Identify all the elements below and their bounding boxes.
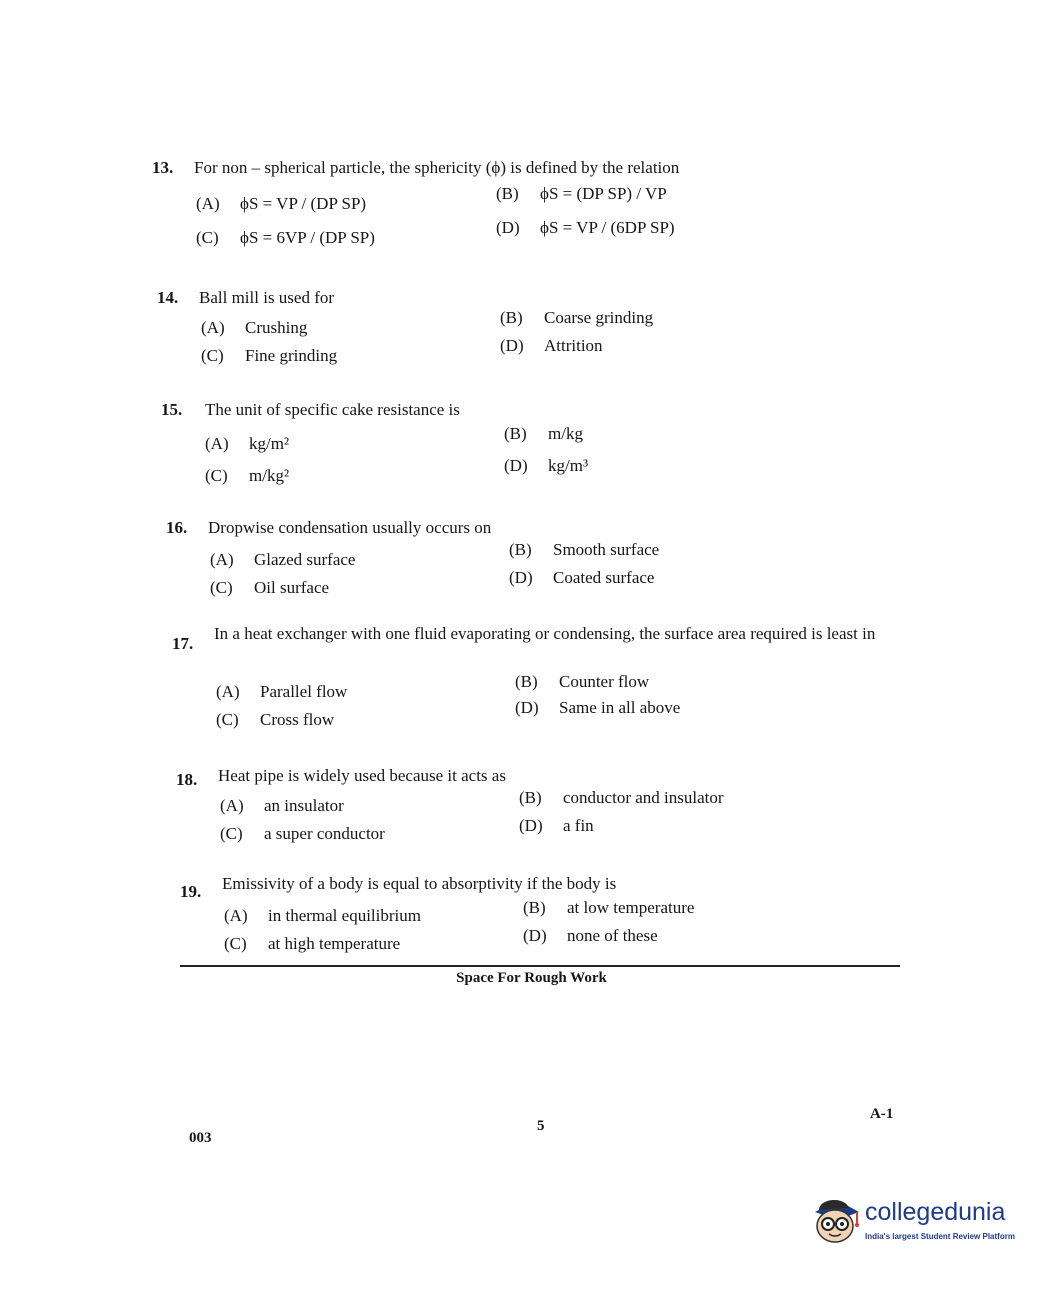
question-15 bbox=[161, 400, 881, 490]
option-b[interactable] bbox=[504, 424, 583, 444]
option-text: ϕS = VP / (DP SP) bbox=[240, 194, 367, 213]
option-label: (D) bbox=[496, 218, 520, 237]
question-number: 16. bbox=[166, 518, 188, 537]
option-text: Crushing bbox=[245, 318, 308, 337]
option-text: an insulator bbox=[264, 796, 344, 815]
option-text: Coarse grinding bbox=[544, 308, 654, 327]
option-text: Glazed surface bbox=[254, 550, 356, 569]
question-text: In a heat exchanger with one fluid evaporating or condensing, the surface area required is least in bbox=[214, 624, 876, 643]
question-number: 19. bbox=[180, 882, 202, 901]
option-label: (A) bbox=[205, 434, 229, 453]
question-16 bbox=[166, 518, 886, 608]
option-d[interactable] bbox=[509, 568, 654, 588]
option-label: (A) bbox=[201, 318, 225, 337]
mascot-icon bbox=[805, 1190, 863, 1248]
question-18 bbox=[176, 766, 886, 856]
option-a[interactable] bbox=[216, 682, 347, 702]
option-b[interactable] bbox=[500, 308, 653, 328]
watermark-logo bbox=[805, 1190, 1045, 1250]
option-c[interactable] bbox=[205, 466, 289, 486]
option-text: Coated surface bbox=[553, 568, 655, 587]
question-text: The unit of specific cake resistance is bbox=[205, 400, 460, 419]
option-text: kg/m³ bbox=[548, 456, 589, 475]
option-text: Attrition bbox=[544, 336, 603, 355]
question-13 bbox=[152, 158, 872, 248]
brand-tagline: India's largest Student Review Platform bbox=[865, 1232, 1015, 1241]
rough-work-label: Space For Rough Work bbox=[456, 970, 607, 986]
option-a[interactable] bbox=[224, 906, 421, 926]
option-label: (D) bbox=[509, 568, 533, 587]
option-label: (B) bbox=[500, 308, 523, 327]
option-label: (D) bbox=[504, 456, 528, 475]
option-label: (A) bbox=[220, 796, 244, 815]
option-text: ϕS = VP / (6DP SP) bbox=[540, 218, 675, 237]
option-text: in thermal equilibrium bbox=[268, 906, 421, 925]
option-label: (D) bbox=[523, 926, 547, 945]
option-text: a fin bbox=[563, 816, 594, 835]
option-b[interactable] bbox=[515, 672, 649, 692]
question-14 bbox=[157, 288, 877, 368]
option-label: (A) bbox=[224, 906, 248, 925]
question-number: 18. bbox=[176, 770, 198, 789]
option-label: (B) bbox=[504, 424, 527, 443]
option-label: (A) bbox=[216, 682, 240, 701]
option-text: m/kg² bbox=[249, 466, 290, 485]
brand-name: collegedunia bbox=[865, 1198, 1006, 1226]
option-text: Same in all above bbox=[559, 698, 681, 717]
option-a[interactable] bbox=[210, 550, 355, 570]
option-label: (C) bbox=[205, 466, 228, 485]
option-text: kg/m² bbox=[249, 434, 290, 453]
option-label: (D) bbox=[519, 816, 543, 835]
option-text: ϕS = (DP SP) / VP bbox=[540, 184, 667, 203]
booklet-series: A-1 bbox=[870, 1106, 894, 1122]
question-number: 17. bbox=[172, 634, 194, 653]
option-d[interactable] bbox=[496, 218, 675, 238]
option-label: (D) bbox=[515, 698, 539, 717]
option-text: at low temperature bbox=[567, 898, 695, 917]
option-label: (B) bbox=[523, 898, 546, 917]
option-text: Counter flow bbox=[559, 672, 650, 691]
option-b[interactable] bbox=[509, 540, 659, 560]
option-d[interactable] bbox=[515, 698, 680, 718]
option-a[interactable] bbox=[201, 318, 307, 338]
option-text: Fine grinding bbox=[245, 346, 338, 365]
option-a[interactable] bbox=[205, 434, 289, 454]
option-label: (C) bbox=[224, 934, 247, 953]
question-17 bbox=[172, 622, 882, 742]
option-c[interactable] bbox=[210, 578, 329, 598]
option-text: Smooth surface bbox=[553, 540, 660, 559]
divider-line bbox=[180, 965, 900, 967]
option-label: (B) bbox=[509, 540, 532, 559]
question-number: 13. bbox=[152, 158, 174, 177]
question-19 bbox=[180, 874, 890, 964]
option-label: (D) bbox=[500, 336, 524, 355]
option-label: (C) bbox=[210, 578, 233, 597]
option-c[interactable] bbox=[201, 346, 337, 366]
option-label: (A) bbox=[210, 550, 234, 569]
option-label: (B) bbox=[519, 788, 542, 807]
option-text: Parallel flow bbox=[260, 682, 348, 701]
option-d[interactable] bbox=[504, 456, 588, 476]
option-text: m/kg bbox=[548, 424, 583, 443]
question-text: For non – spherical particle, the sphericity (ϕ) is defined by the relation bbox=[194, 158, 680, 177]
option-text: conductor and insulator bbox=[563, 788, 724, 807]
question-text: Dropwise condensation usually occurs on bbox=[208, 518, 492, 537]
option-c[interactable] bbox=[196, 228, 375, 248]
option-text: a super conductor bbox=[264, 824, 385, 843]
option-c[interactable] bbox=[220, 824, 385, 844]
question-text: Ball mill is used for bbox=[199, 288, 335, 307]
option-label: (B) bbox=[496, 184, 519, 203]
option-c[interactable] bbox=[216, 710, 334, 730]
question-text: Heat pipe is widely used because it acts as bbox=[218, 766, 506, 785]
page-number: 5 bbox=[537, 1118, 545, 1134]
option-label: (C) bbox=[196, 228, 219, 247]
option-text: ϕS = 6VP / (DP SP) bbox=[240, 228, 375, 247]
option-text: at high temperature bbox=[268, 934, 401, 953]
option-a[interactable] bbox=[196, 194, 366, 214]
option-c[interactable] bbox=[224, 934, 400, 954]
option-b[interactable] bbox=[523, 898, 694, 918]
question-text: Emissivity of a body is equal to absorptivity if the body is bbox=[222, 874, 617, 893]
option-a[interactable] bbox=[220, 796, 344, 816]
option-d[interactable] bbox=[500, 336, 603, 356]
option-text: Cross flow bbox=[260, 710, 335, 729]
option-label: (B) bbox=[515, 672, 538, 691]
option-d[interactable] bbox=[523, 926, 658, 946]
option-b[interactable] bbox=[519, 788, 724, 808]
option-b[interactable] bbox=[496, 184, 667, 204]
paper-code: 003 bbox=[189, 1130, 212, 1146]
option-text: none of these bbox=[567, 926, 658, 945]
option-label: (A) bbox=[196, 194, 220, 213]
question-number: 15. bbox=[161, 400, 183, 419]
option-label: (C) bbox=[216, 710, 239, 729]
question-number: 14. bbox=[157, 288, 179, 307]
option-text: Oil surface bbox=[254, 578, 330, 597]
option-label: (C) bbox=[201, 346, 224, 365]
option-label: (C) bbox=[220, 824, 243, 843]
option-d[interactable] bbox=[519, 816, 594, 836]
